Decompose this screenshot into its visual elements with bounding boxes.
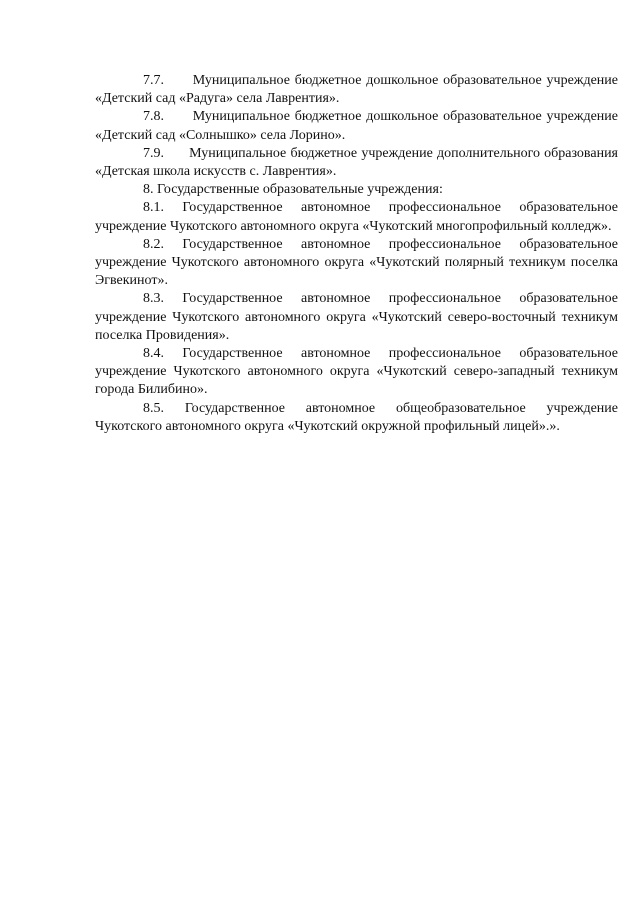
document-body (95, 72, 618, 436)
paragraph-8-4: 8.4. Государственное автономное профессиональное образовательное учреждение Чукотского автономного округа «Чукотский северо-западный техникум города Билибино». (95, 346, 618, 398)
paragraph-8-1: 8.1. Государственное автономное профессиональное образовательное учреждение Чукотского автономного округа «Чукотский многопрофильный колледж». (95, 200, 618, 234)
paragraph-7-7: 7.7. Муниципальное бюджетное дошкольное образовательное учреждение «Детский сад «Радуга» села Лаврентия». (95, 73, 618, 107)
paragraph-7-8: 7.8. Муниципальное бюджетное дошкольное образовательное учреждение «Детский сад «Солнышко» села Лорино». (95, 109, 618, 143)
paragraph-8-heading: 8. Государственные образовательные учреждения: (143, 182, 443, 198)
paragraph-7-9: 7.9. Муниципальное бюджетное учреждение дополнительного образования «Детская школа искусств с. Лаврентия». (95, 145, 618, 180)
paragraph-8-3: 8.3. Государственное автономное профессиональное образовательное учреждение Чукотского автономного округа «Чукотский северо-восточный техникум поселка Провидения». (95, 291, 618, 343)
paragraph-8-5: 8.5. Государственное автономное общеобразовательное учреждение Чукотского автономного округа «Чукотский окружной профильный лицей».». (95, 400, 618, 434)
paragraph-8-2: 8.2. Государственное автономное профессиональное образовательное учреждение Чукотского автономного округа «Чукотский полярный техникум поселка Эгвекинот». (95, 236, 618, 289)
